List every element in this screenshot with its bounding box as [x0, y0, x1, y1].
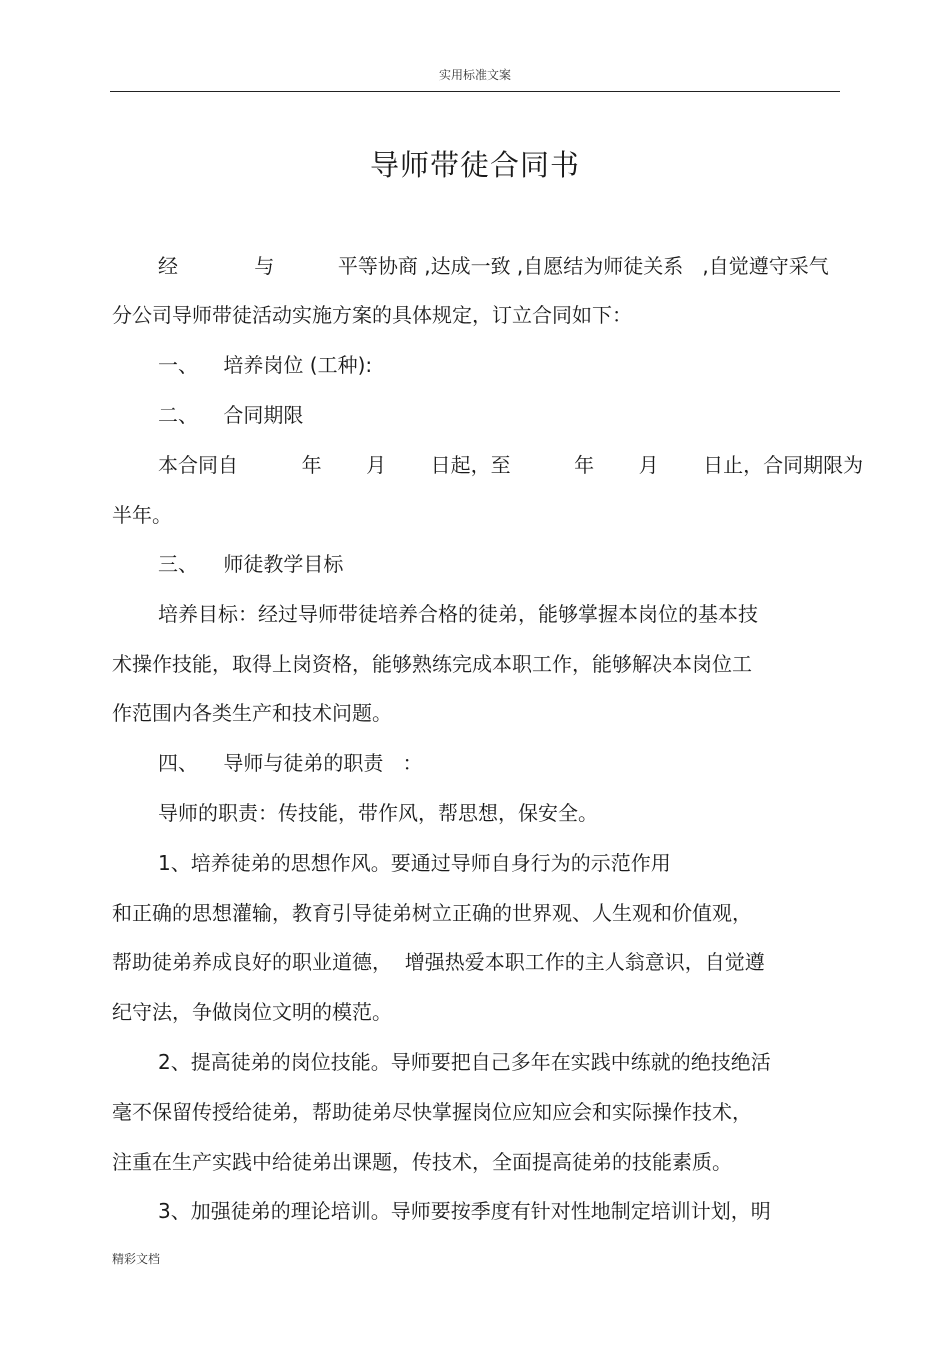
document-title: 导师带徒合同书 — [369, 148, 580, 182]
page-footer: 精彩文档 — [112, 1252, 161, 1266]
paragraph-line: 注重在生产实践中给徒弟出课题，传技术，全面提高徒弟的技能素质。 — [112, 1150, 732, 1174]
paragraph-line: 经 与 平等协商 ,达成一致 ,自愿结为师徒关系 ,自觉遵守采气 — [158, 254, 829, 278]
paragraph-line: 帮助徒弟养成良好的职业道德， 增强热爱本职工作的主人翁意识，自觉遵 — [112, 950, 765, 974]
paragraph-line: 本合同自 年 月 日起，至 年 月 日止，合同期限为 — [158, 453, 864, 477]
paragraph-line: 作范围内各类生产和技术问题。 — [112, 701, 392, 725]
section-heading: 一、 培养岗位 (工种): — [158, 353, 373, 377]
section-heading: 三、 师徒教学目标 — [158, 552, 344, 576]
header-divider — [110, 91, 840, 92]
paragraph-line: 3、加强徒弟的理论培训。导师要按季度有针对性地制定培训计划，明 — [158, 1199, 771, 1223]
paragraph-line: 导师的职责：传技能，带作风，帮思想，保安全。 — [158, 801, 598, 825]
paragraph-line: 培养目标：经过导师带徒培养合格的徒弟，能够掌握本岗位的基本技 — [158, 602, 758, 626]
paragraph-line: 毫不保留传授给徒弟，帮助徒弟尽快掌握岗位应知应会和实际操作技术， — [112, 1100, 752, 1124]
paragraph-line: 2、提高徒弟的岗位技能。导师要把自己多年在实践中练就的绝技绝活 — [158, 1050, 771, 1074]
paragraph-line: 半年。 — [112, 503, 172, 527]
paragraph-line: 1、培养徒弟的思想作风。要通过导师自身行为的示范作用 — [158, 851, 671, 875]
section-heading: 四、 导师与徒弟的职责 ： — [158, 751, 423, 775]
paragraph-line: 术操作技能，取得上岗资格，能够熟练完成本职工作，能够解决本岗位工 — [112, 652, 752, 676]
section-heading: 二、 合同期限 — [158, 403, 304, 427]
paragraph-line: 和正确的思想灌输，教育引导徒弟树立正确的世界观、人生观和价值观， — [112, 901, 752, 925]
page-header: 实用标准文案 — [438, 68, 511, 82]
paragraph-line: 纪守法，争做岗位文明的模范。 — [112, 1000, 392, 1024]
paragraph-line: 分公司导师带徒活动实施方案的具体规定，订立合同如下： — [112, 303, 632, 327]
